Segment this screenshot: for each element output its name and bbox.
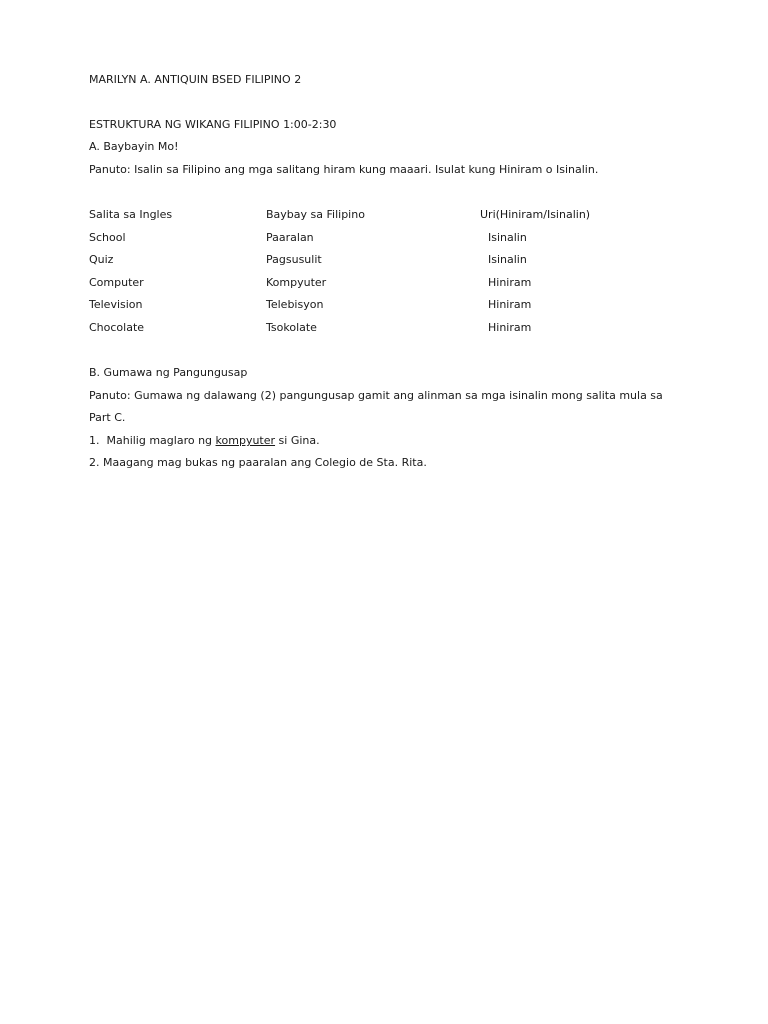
table-header-english: Salita sa Ingles — [89, 208, 173, 221]
section-a-instruction: Panuto: Isalin sa Filipino ang mga salitang hiram kung maaari. Isulat kung Hiniram o Isinalin. — [89, 163, 599, 176]
table-cell-type: Hiniram — [488, 321, 532, 334]
course-line: ESTRUKTURA NG WIKANG FILIPINO 1:00-2:30 — [89, 118, 337, 131]
table-header-filipino: Baybay sa Filipino — [266, 208, 365, 221]
table-cell-english: Computer — [89, 276, 144, 289]
table-cell-filipino: Kompyuter — [266, 276, 327, 289]
table-cell-filipino: Paaralan — [266, 231, 314, 244]
section-b-instruction-continued: Part C. — [89, 411, 126, 424]
table-cell-type: Hiniram — [488, 276, 532, 289]
table-cell-type: Hiniram — [488, 298, 532, 311]
section-b-title: B. Gumawa ng Pangungusap — [89, 366, 248, 379]
table-cell-type: Isinalin — [488, 231, 527, 244]
table-cell-filipino: Telebisyon — [266, 298, 324, 311]
section-b-instruction: Panuto: Gumawa ng dalawang (2) pangungusap gamit ang alinman sa mga isinalin mong salita mula sa — [89, 389, 663, 402]
author-line: MARILYN A. ANTIQUIN BSED FILIPINO 2 — [89, 73, 302, 86]
sentence-1-underlined-word: kompyuter — [215, 434, 276, 447]
table-cell-filipino: Tsokolate — [266, 321, 317, 334]
table-cell-english: School — [89, 231, 126, 244]
table-cell-filipino: Pagsusulit — [266, 253, 322, 266]
sentence-1 — [89, 434, 320, 448]
sentence-2: 2. Maagang mag bukas ng paaralan ang Colegio de Sta. Rita. — [89, 456, 427, 469]
sentence-1-prefix: 1. Mahilig maglaro ng — [89, 434, 216, 447]
table-cell-english: Quiz — [89, 253, 114, 266]
table-cell-type: Isinalin — [488, 253, 527, 266]
section-a-title: A. Baybayin Mo! — [89, 140, 179, 153]
sentence-1-suffix: si Gina. — [275, 434, 320, 447]
table-cell-english: Chocolate — [89, 321, 145, 334]
table-header-type: Uri(Hiniram/Isinalin) — [480, 208, 591, 221]
table-cell-english: Television — [89, 298, 143, 311]
